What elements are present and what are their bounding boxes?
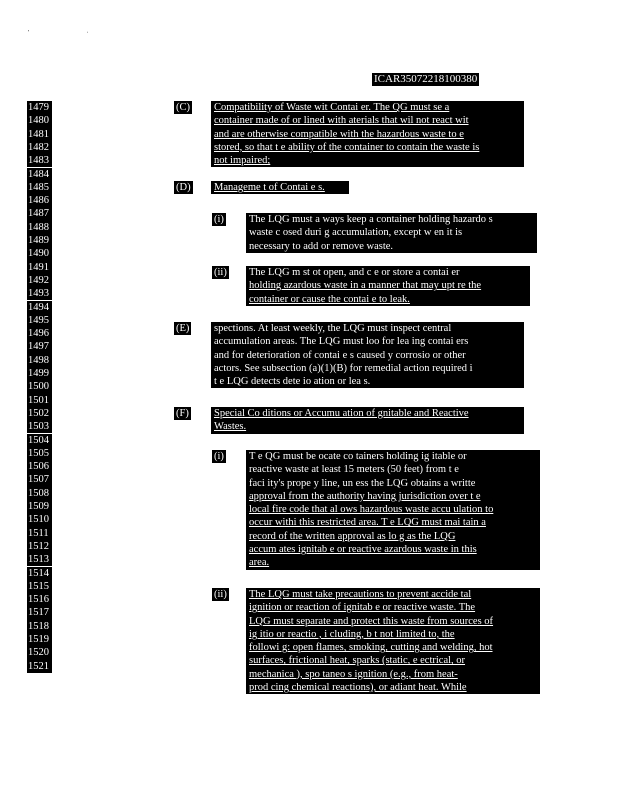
scan-specks: ' · xyxy=(28,30,117,36)
line-number: 1483 xyxy=(27,154,52,167)
line-number: 1481 xyxy=(27,128,52,141)
line-number: 1486 xyxy=(27,194,52,207)
text-line: and for deterioration of contai e s caused y corrosio or other xyxy=(214,349,466,361)
section-f-marker: (F) xyxy=(176,408,189,419)
text-line: local fire code that al ows hazardous waste accu ulation to xyxy=(249,504,494,516)
line-number: 1519 xyxy=(27,633,52,646)
section-f-ii-marker: (ii) xyxy=(214,589,227,600)
section-title: Manageme t of Contai e s. xyxy=(214,182,325,193)
text-line: waste c osed duri g accumulation, except w en it is xyxy=(249,227,463,239)
text-line: accum ates ignitab e or reactive azardous waste in this xyxy=(249,544,477,556)
section-f-i-marker: (i) xyxy=(214,451,224,462)
text-line: not impaired; xyxy=(214,155,271,167)
line-number: 1490 xyxy=(27,247,52,260)
section-d-ii-marker: (ii) xyxy=(214,267,227,278)
section-d-ii-text xyxy=(246,266,530,306)
text-line: container made of or lined with aterials that wil not react wit xyxy=(214,115,469,127)
text-line: T e QG must be ocate co tainers holding ig itable or xyxy=(249,451,467,462)
section-d-marker: (D) xyxy=(176,182,191,193)
text-line: spections. At least weekly, the LQG must inspect central xyxy=(214,323,452,334)
line-number: 1491 xyxy=(27,261,52,274)
section-title: Special Co ditions or Accumu ation of gnitable and Reactive xyxy=(214,408,469,419)
text-line: reactive waste at least 15 meters (50 feet) from t e xyxy=(249,464,459,476)
section-d-title xyxy=(211,181,349,194)
text-line: container or cause the contai e to leak. xyxy=(249,293,410,305)
text-line: The LQG must a ways keep a container holding hazardo s xyxy=(249,214,493,225)
line-number: 1499 xyxy=(27,367,52,380)
line-number: 1502 xyxy=(27,407,52,420)
line-number: 1487 xyxy=(27,207,52,220)
line-number: 1512 xyxy=(27,540,52,553)
line-number: 1496 xyxy=(27,327,52,340)
text-line: record of the written approval as lo g as the LQG xyxy=(249,530,456,542)
text-line: Compatibility of Waste wit Contai er. The QG must se a xyxy=(214,102,450,113)
line-number: 1495 xyxy=(27,314,52,327)
section-e-text xyxy=(211,322,524,388)
line-number: 1485 xyxy=(27,181,52,194)
line-number: 1521 xyxy=(27,660,52,673)
line-number: 1513 xyxy=(27,553,52,566)
text-line: The LQG must take precautions to prevent accide tal xyxy=(249,589,472,600)
line-number: 1482 xyxy=(27,141,52,154)
line-number: 1500 xyxy=(27,380,52,393)
text-line: stored, so that t e ability of the container to contain the waste is xyxy=(214,141,480,153)
section-f-ii-text xyxy=(246,588,540,694)
line-number: 1494 xyxy=(27,301,52,314)
line-number: 1503 xyxy=(27,420,52,433)
text-line: mechanica ), spo taneo s ignition (e.g., from heat- xyxy=(249,668,458,680)
section-c-text xyxy=(211,101,524,167)
line-number: 1504 xyxy=(27,434,52,447)
line-number: 1507 xyxy=(27,473,52,486)
line-number: 1518 xyxy=(27,620,52,633)
line-number: 1509 xyxy=(27,500,52,513)
line-number: 1484 xyxy=(27,168,52,181)
text-line: The LQG m st ot open, and c e or store a contai er xyxy=(249,267,460,278)
text-line: prod cing chemical reactions), or adiant heat. While xyxy=(249,682,467,694)
line-number: 1505 xyxy=(27,447,52,460)
line-number: 1492 xyxy=(27,274,52,287)
line-number: 1480 xyxy=(27,114,52,127)
line-number: 1514 xyxy=(27,567,52,580)
section-f-title xyxy=(211,407,524,434)
text-line: surfaces, frictional heat, sparks (static, e ectrical, or xyxy=(249,655,466,667)
section-d-i-marker: (i) xyxy=(214,214,224,225)
text-line: t e LQG detects dete io ation or lea s. xyxy=(214,376,371,388)
line-number: 1497 xyxy=(27,340,52,353)
text-line: approval from the authority having jurisdiction over t e xyxy=(249,490,481,502)
line-number: 1508 xyxy=(27,487,52,500)
line-number: 1520 xyxy=(27,646,52,659)
text-line: and are otherwise compatible with the hazardous waste to e xyxy=(214,128,464,140)
line-number: 1501 xyxy=(27,394,52,407)
text-line: accumulation areas. The LQG must loo for lea ing contai ers xyxy=(214,336,469,348)
section-c-marker: (C) xyxy=(176,102,190,113)
text-line: occur withi this restricted area. T e LQG must mai tain a xyxy=(249,517,486,529)
line-number: 1510 xyxy=(27,513,52,526)
text-line: LQG must separate and protect this waste from sources of xyxy=(249,615,494,627)
section-e-marker: (E) xyxy=(176,323,190,334)
section-d-i-text xyxy=(246,213,537,253)
text-line: holding azardous waste in a manner that may upt re the xyxy=(249,280,482,292)
text-line: followi g: open flames, smoking, cutting and welding, hot xyxy=(249,642,493,654)
line-number: 1479 xyxy=(27,101,52,114)
line-number: 1506 xyxy=(27,460,52,473)
document-id: ICAR35072218100380 xyxy=(374,73,478,85)
line-number: 1493 xyxy=(27,287,52,300)
text-line: area. xyxy=(249,557,270,569)
line-number: 1498 xyxy=(27,354,52,367)
text-line: ig itio or reactio , i cluding, b t not limited to, the xyxy=(249,628,455,640)
section-f-i-text xyxy=(246,450,540,570)
line-number: 1489 xyxy=(27,234,52,247)
section-title: Wastes. xyxy=(214,421,247,433)
line-number: 1515 xyxy=(27,580,52,593)
line-number: 1488 xyxy=(27,221,52,234)
line-number: 1517 xyxy=(27,606,52,619)
text-line: faci ity's prope y line, un ess the LQG obtains a writte xyxy=(249,477,476,489)
text-line: ignition or reaction of ignitab e or reactive waste. The xyxy=(249,602,476,614)
line-number: 1511 xyxy=(27,527,52,540)
line-number: 1516 xyxy=(27,593,52,606)
text-line: necessary to add or remove waste. xyxy=(249,240,394,252)
text-line: actors. See subsection (a)(1)(B) for remedial action required i xyxy=(214,362,473,374)
